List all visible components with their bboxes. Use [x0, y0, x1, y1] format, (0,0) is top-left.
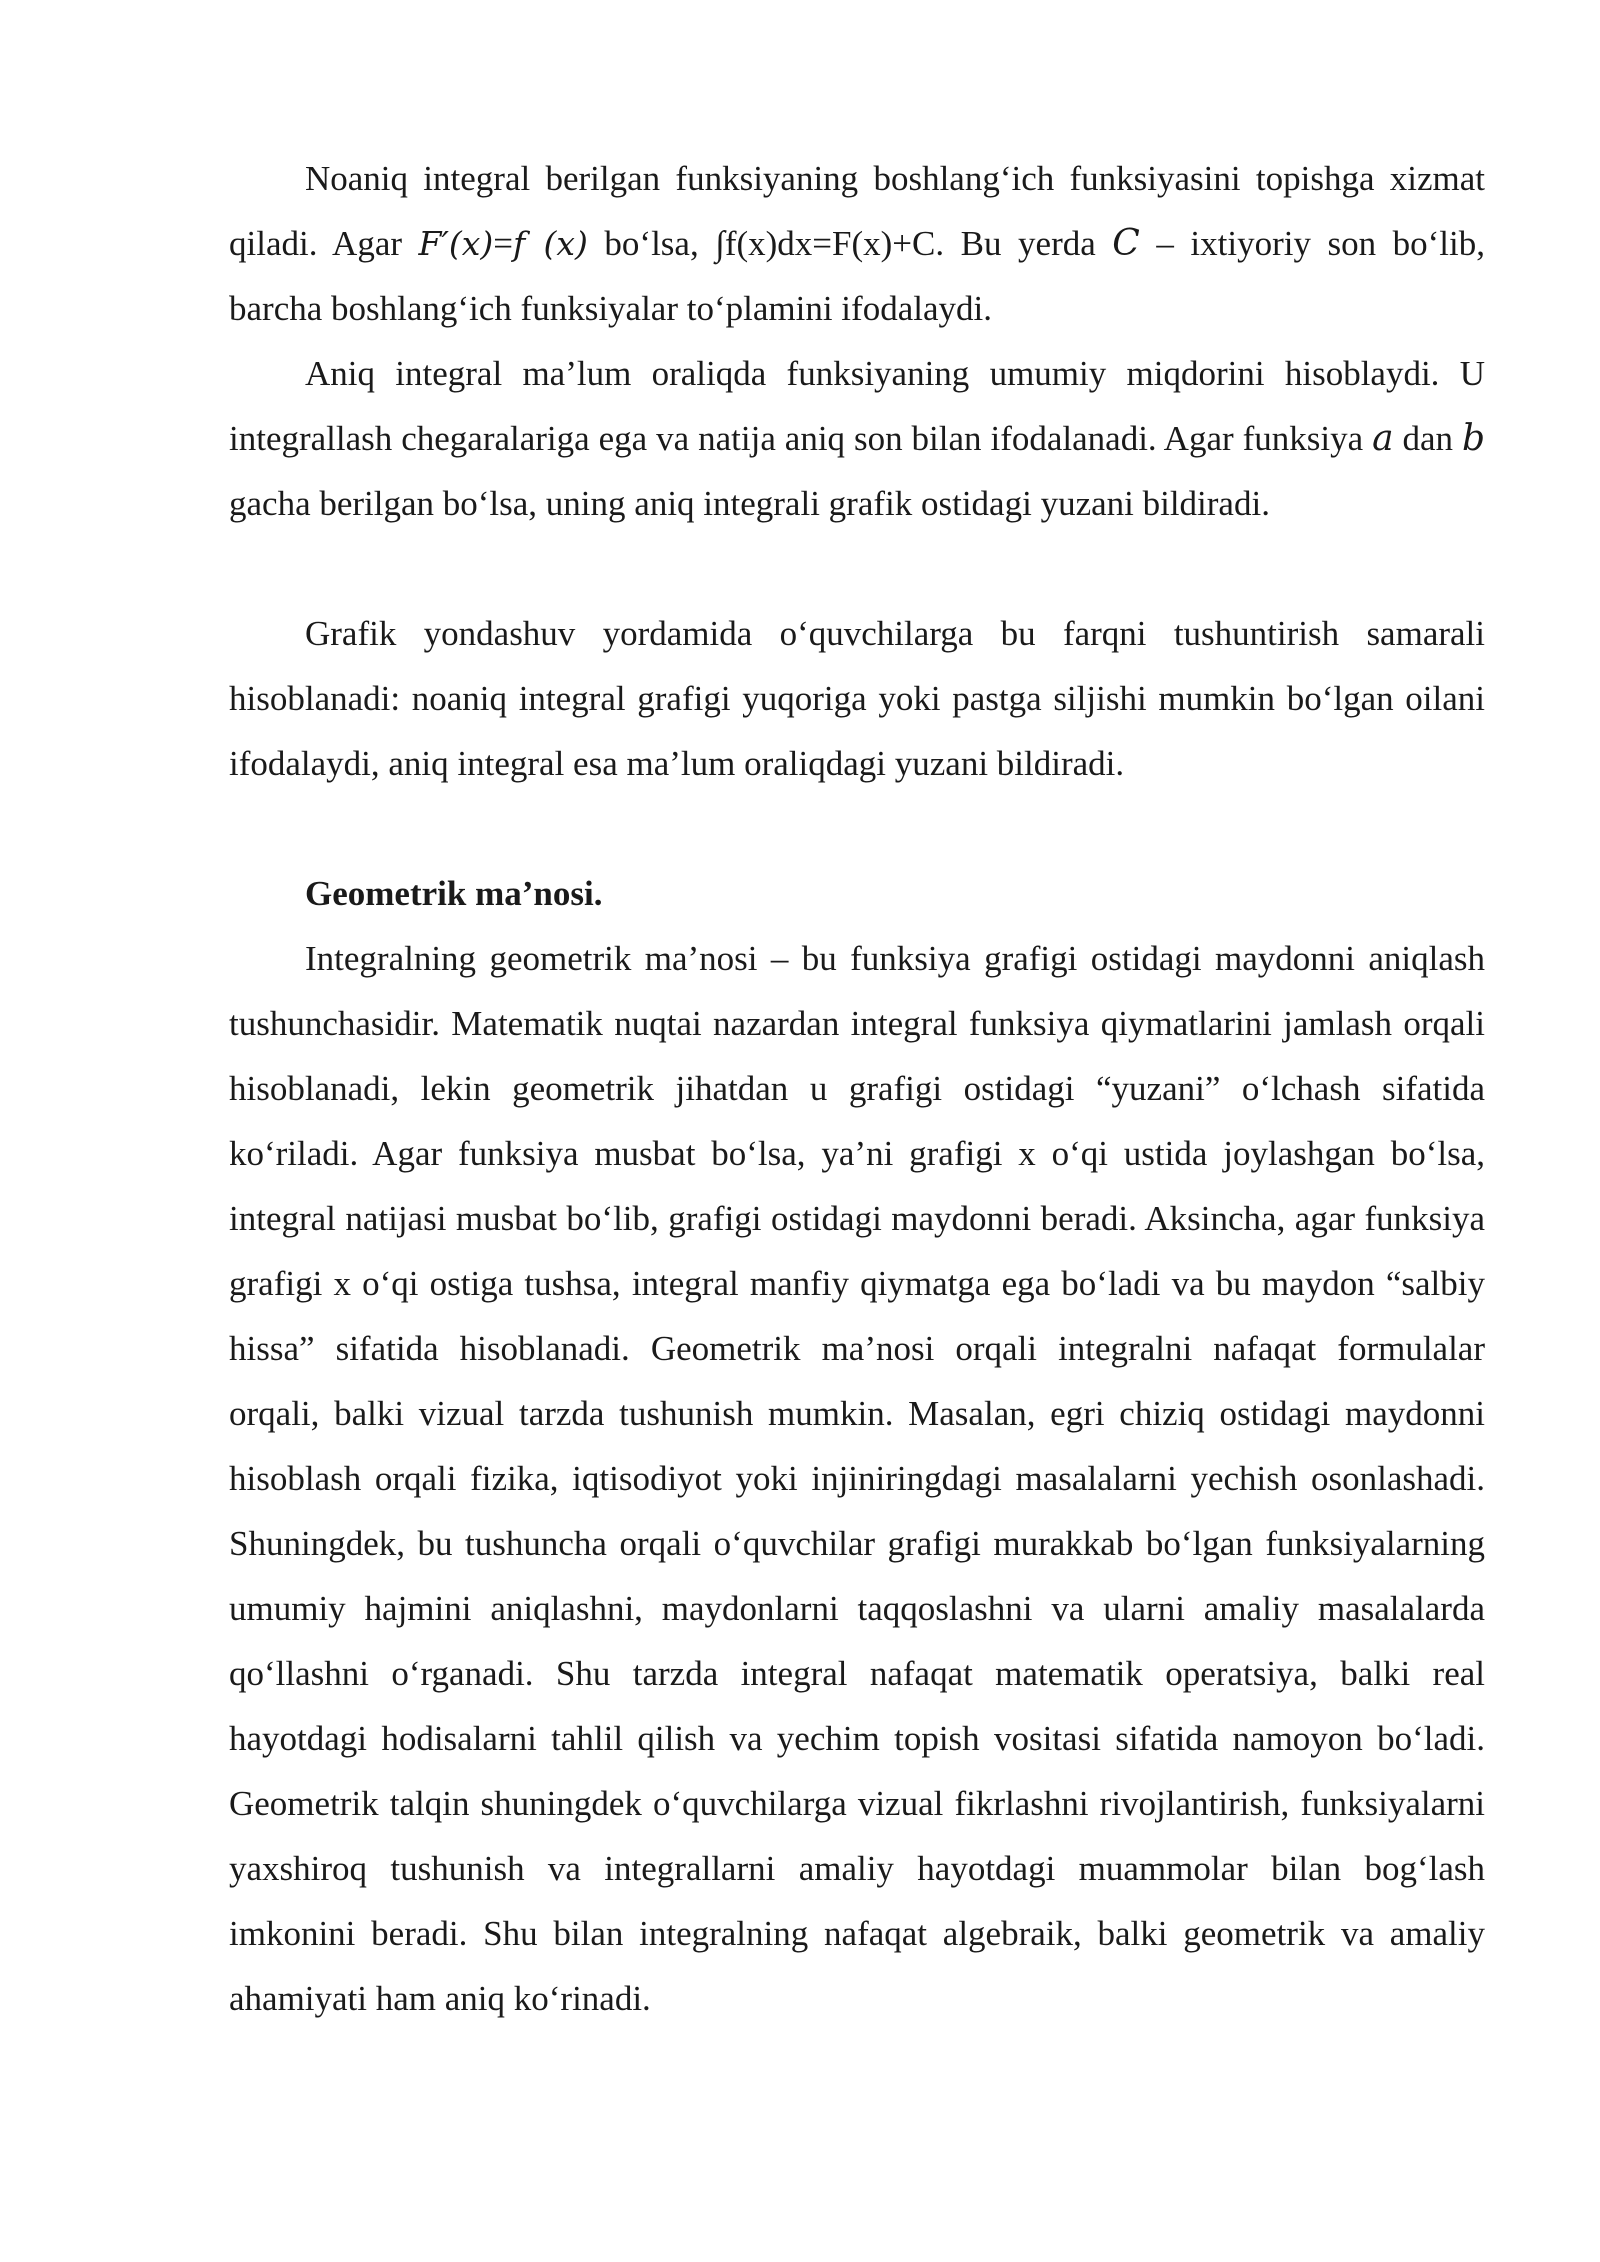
symbol-a: a	[1372, 418, 1394, 459]
paragraph-definite-integral	[229, 341, 1485, 536]
formula-equals: =	[493, 224, 514, 263]
formula-antiderivative-lhs: F′(x)	[418, 224, 494, 263]
document-body	[229, 146, 1485, 2031]
paragraph-gap	[229, 536, 1485, 601]
paragraph-1-text-start: Noaniq integral berilgan funksiyaning boshlang‘ich funksiyasini topishga xizmat qiladi. Agar	[229, 159, 1485, 263]
paragraph-gap	[229, 796, 1485, 861]
paragraph-2-text-middle: dan	[1393, 419, 1462, 458]
paragraph-1-text-middle: bo‘lsa, ∫f(x)dx=F(x)+C. Bu yerda	[587, 224, 1113, 263]
paragraph-1-text-end: – ixtiyoriy son bo‘lib, barcha boshlang‘ich funksiyalar to‘plamini ifodalaydi.	[229, 224, 1485, 328]
paragraph-graphic-approach: Grafik yondashuv yordamida o‘quvchilarga bu farqni tushuntirish samarali hisoblanadi: noaniq integral grafigi yuqoriga yoki pastga siljishi mumkin bo‘lgan oilani ifodalaydi, aniq integral esa ma’lum oraliqdagi yuzani bildiradi.	[229, 614, 1485, 783]
paragraph-2-text-end: gacha berilgan bo‘lsa, uning aniq integrali grafik ostidagi yuzani bildiradi.	[229, 484, 1270, 523]
symbol-b: b	[1461, 418, 1485, 459]
formula-antiderivative-rhs: f (x)	[513, 224, 588, 263]
paragraph-geometric-meaning: Integralning geometrik ma’nosi – bu funksiya grafigi ostidagi maydonni aniqlash tushunchasidir. Matematik nuqtai nazardan integral funksiya qiymatlarini jamlash orqali hisoblanadi, lekin geometrik jihatdan u grafigi ostidagi “yuzani” o‘lchash sifatida ko‘riladi. Agar funksiya musbat bo‘lsa, ya’ni grafigi x o‘qi ustida joylashgan bo‘lsa, integral natijasi musbat bo‘lib, grafigi ostidagi maydonni beradi. Aksincha, agar funksiya grafigi x o‘qi ostiga tushsa, integral manfiy qiymatga ega bo‘ladi va bu maydon “salbiy hissa” sifatida hisoblanadi. Geometrik ma’nosi orqali integralni nafaqat formulalar orqali, balki vizual tarzda tushunish mumkin. Masalan, egri chiziq ostidagi maydonni hisoblash orqali fizika, iqtisodiyot yoki injiniringdagi masalalarni yechish osonlashadi. Shuningdek, bu tushuncha orqali o‘quvchilar grafigi murakkab bo‘lgan funksiyalarning umumiy hajmini aniqlashni, maydonlarni taqqoslashni va ularni amaliy masalalarda qo‘llashni o‘rganadi. Shu tarzda integral nafaqat matematik operatsiya, balki real hayotdagi hodisalarni tahlil qilish va yechim topish vositasi sifatida namoyon bo‘ladi. Geometrik talqin shuningdek o‘quvchilarga vizual fikrlashni rivojlantirish, funksiyalarni yaxshiroq tushunish va integrallarni amaliy hayotdagi muammolar bilan bog‘lash imkonini beradi. Shu bilan integralning nafaqat algebraik, balki geometrik va amaliy ahamiyati ham aniq ko‘rinadi.	[229, 939, 1485, 2018]
section-heading: Geometrik ma’nosi.	[305, 874, 603, 913]
paragraph-indefinite-integral	[229, 146, 1485, 341]
paragraph-2-text-start: Aniq integral ma’lum oraliqda funksiyaning umumiy miqdorini hisoblaydi. U integrallash chegaralariga ega va natija aniq son bilan ifodalanadi. Agar funksiya	[229, 354, 1485, 458]
constant-c-symbol: C	[1112, 223, 1140, 264]
